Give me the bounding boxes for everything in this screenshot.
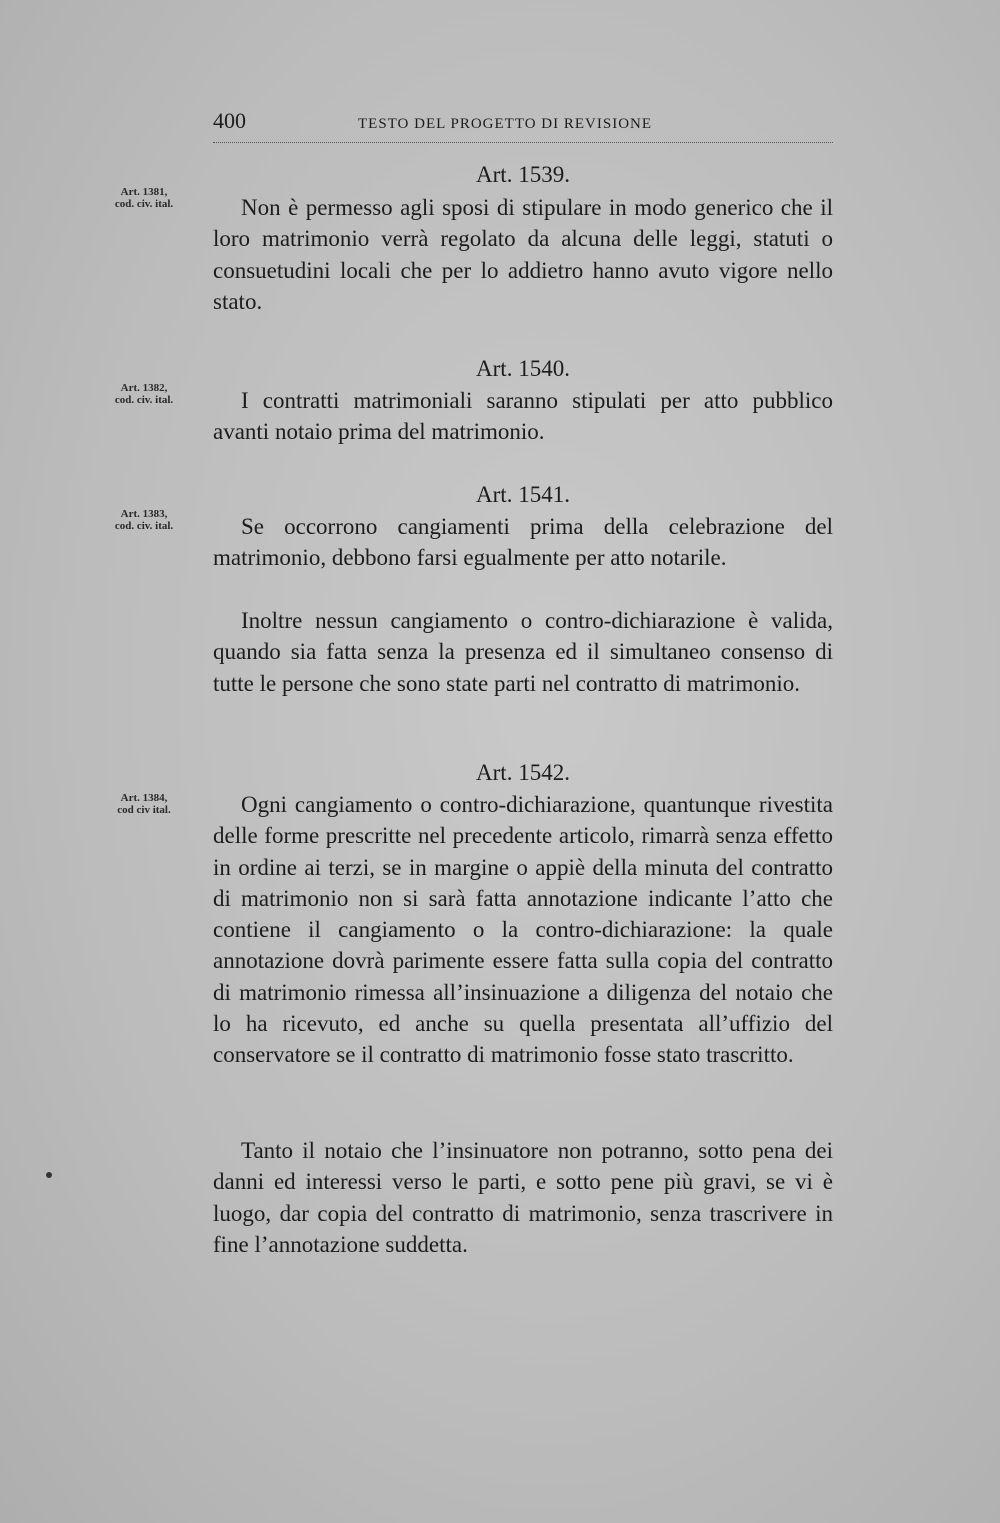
margin-reference: Art. 1382, cod. civ. ital. [114, 382, 174, 406]
margin-reference: Art. 1384, cod civ ital. [117, 792, 171, 816]
article-title: Art. 1541. [476, 482, 570, 507]
article-paragraph: Ogni cangiamento o contro-dichiarazione, quantunque rivestita delle forme prescritte nel precedente articolo, rimarrà senza effetto in ordine ai terzi, se in margine o appiè della minuta del contratto di matrimonio non si sarà fatta annotazione indicante l’atto che contiene il cangiamento o la contro-dichiarazione: la quale annotazione dovrà parimente essere fatta sulla copia del contratto di matrimonio rimessa all’insinuazione a diligenza del notaio che lo ha ricevuto, ed anche su quella presentata all’uffizio del conservatore se il contratto di matrimonio fosse stato trascritto. [213, 792, 833, 1068]
page-number: 400 [213, 108, 246, 133]
margin-reference: Art. 1381, cod. civ. ital. [114, 186, 174, 210]
article-title: Art. 1542. [476, 760, 570, 785]
page-header [213, 108, 833, 143]
article-title: Art. 1539. [476, 162, 570, 187]
article-paragraph: Se occorrono cangiamenti prima della celebrazione del matrimonio, debbono farsi egualmente per atto notarile. [213, 514, 833, 571]
margin-reference: Art. 1383, cod. civ. ital. [114, 508, 174, 532]
article-title: Art. 1540. [476, 356, 570, 381]
article-paragraph: I contratti matrimoniali saranno stipulati per atto pubblico avanti notaio prima del matrimonio. [213, 388, 833, 445]
article-paragraph: Non è permesso agli sposi di stipulare in modo generico che il loro matrimonio verrà regolato da alcuna delle leggi, statuti o consuetudini locali che per lo addietro hanno avuto vigore nello stato. [213, 195, 833, 314]
article-paragraph: Tanto il notaio che l’insinuatore non potranno, sotto pena dei danni ed interessi verso le parti, e sotto pene più gravi, se vi è luogo, dar copia del contratto di matrimonio, senza trascrivere in fine l’annotazione suddetta. [213, 1138, 833, 1257]
article-paragraph: Inoltre nessun cangiamento o contro-dichiarazione è valida, quando sia fatta senza la presenza ed il simultaneo consenso di tutte le persone che sono state parti nel contratto di matrimonio. [213, 608, 833, 696]
ink-speck [46, 1172, 52, 1178]
running-title: TESTO DEL PROGETTO DI REVISIONE [358, 116, 653, 132]
